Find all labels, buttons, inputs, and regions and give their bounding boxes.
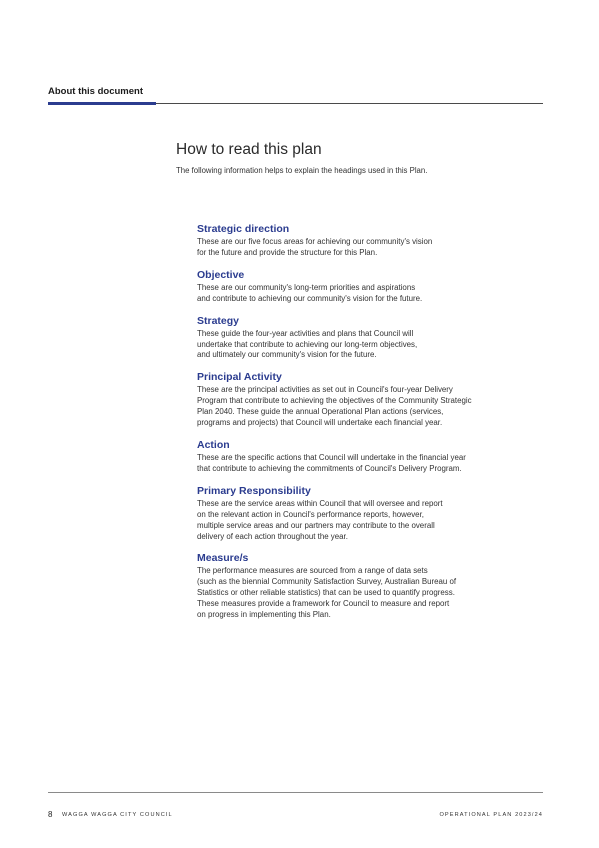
definition-title: Action [197,438,230,451]
definition-text [197,329,527,362]
definition-title: Strategy [197,314,240,327]
footer-divider [48,792,543,793]
text-line: undertake that contribute to achieving our long-term objectives, [197,339,418,349]
text-line: These measures provide a framework for Council to measure and report [197,599,450,609]
definition-principal-activity [197,370,527,429]
definition-text [197,237,527,259]
definition-text [197,566,527,621]
definition-title: Strategic direction [197,223,290,235]
page-title: How to read this plan [176,141,322,158]
text-line: on progress in implementing this Plan. [197,610,331,620]
intro-text: The following information helps to explain the headings used in this Plan. [176,166,428,175]
text-line: These are the service areas within Council that will oversee and report [197,498,443,508]
text-line: and contribute to achieving our community's vision for the future. [197,293,423,303]
definition-title: Measure/s [197,552,249,565]
text-line: (such as the biennial Community Satisfaction Survey, Australian Bureau of [197,577,457,587]
definition-text [197,453,527,475]
definition-text [197,385,527,429]
text-line: delivery of each action throughout the year. [197,531,348,541]
text-line: Plan 2040. These guide the annual Operational Plan actions (services, [197,407,444,417]
section-label: About this document [48,86,143,97]
organisation-name: WAGGA WAGGA CITY COUNCIL [62,812,173,818]
text-line: Statistics or other reliable statistics) that can be used to quantify progress. [197,588,455,598]
heading-definitions [197,222,527,630]
definition-title: Principal Activity [197,371,282,384]
header-accent-bar [48,102,156,105]
definition-text [197,499,527,543]
text-line: These are our five focus areas for achieving our community's vision [197,237,433,246]
text-line: These are the specific actions that Council will undertake in the financial year [197,452,466,462]
document-name: OPERATIONAL PLAN 2023/24 [439,812,543,818]
text-line: The performance measures are sourced from a range of data sets [197,566,428,576]
text-line: on the relevant action in Council's performance reports, however, [197,509,424,519]
text-line: multiple service areas and our partners may contribute to the overall [197,520,435,530]
definition-measures [197,551,527,621]
definition-action [197,438,527,475]
definition-title: Primary Responsibility [197,484,311,497]
text-line: These guide the four-year activities and plans that Council will [197,328,414,338]
definition-text [197,283,527,305]
definition-objective [197,268,527,305]
text-line: programs and projects) that Council will undertake each financial year. [197,418,443,428]
text-line: These are the principal activities as set out in Council's four-year Delivery [197,385,453,395]
page-number: 8 [48,810,53,819]
text-line: that contribute to achieving the commitments of Council's Delivery Program. [197,463,462,473]
text-line: Program that contribute to achieving the objectives of the Community Strategic [197,396,472,406]
definition-strategic-direction [197,222,527,259]
text-line: for the future and provide the structure for this Plan. [197,247,378,257]
definition-strategy [197,314,527,362]
definition-title: Objective [197,268,245,281]
text-line: and ultimately our community's vision for the future. [197,350,377,360]
text-line: These are our community's long-term priorities and aspirations [197,282,416,292]
definition-primary-responsibility [197,484,527,543]
